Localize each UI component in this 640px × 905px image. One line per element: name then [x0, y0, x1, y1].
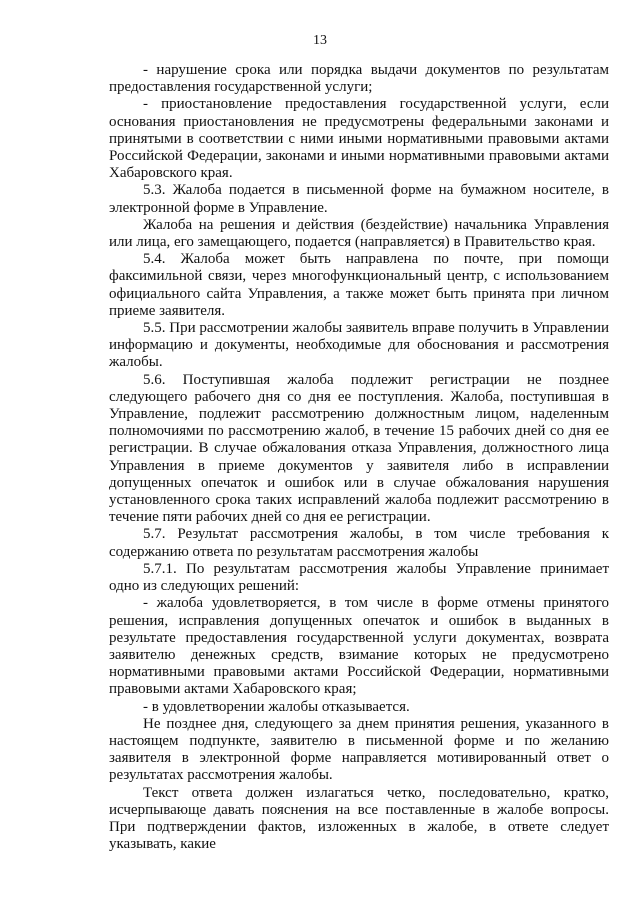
paragraph: Не позднее дня, следующего за днем принятия решения, указанного в настоящем подпункте, заявителю в письменной форме и по желанию заявителя в электронной форме направляется мотивированный ответ о результатах рассмотрения жалобы.	[109, 715, 609, 784]
paragraph: 5.7. Результат рассмотрения жалобы, в том числе требования к содержанию ответа по результатам рассмотрения жалобы	[109, 526, 609, 560]
paragraph: 5.7.1. По результатам рассмотрения жалобы Управление принимает одно из следующих решений:	[109, 560, 609, 595]
page-number: 13	[313, 33, 327, 48]
paragraph: 5.4. Жалоба может быть направлена по почте, при помощи факсимильной связи, через многофункциональный центр, с использованием официального сайта Управления, а также может быть принята при личном приеме заявителя.	[109, 251, 609, 319]
paragraph: 5.6. Поступившая жалоба подлежит регистрации не позднее следующего рабочего дня со дня ее поступления. Жалоба, поступившая в Управление, подлежит рассмотрению должностным лицом, наделенным полномочиями по рассмотрению жалоб, в течение 15 рабочих дней со дня ее регистрации. В случае обжалования отказа Управления, должностного лица Управления в приеме документов у заявителя либо в исправлении допущенных опечаток и ошибок или в случае обжалования нарушения установленного срока таких исправлений жалоба подлежит рассмотрению в течение пяти рабочих дней со дня ее регистрации.	[109, 371, 609, 526]
paragraph: - приостановление предоставления государственной услуги, если основания приостановления не предусмотрены федеральными законами и принятыми в соответствии с ними иными нормативными правовыми актами Российской Федерации, законами и иными нормативными правовыми актами Хабаровского края.	[109, 96, 609, 182]
document-body	[109, 62, 609, 853]
paragraph: - в удовлетворении жалобы отказывается.	[143, 698, 410, 715]
paragraph: 5.5. При рассмотрении жалобы заявитель вправе получить в Управлении информацию и документы, необходимые для обоснования и рассмотрения жалобы.	[109, 320, 609, 371]
paragraph: Жалоба на решения и действия (бездействие) начальника Управления или лица, его замещающего, подается (направляется) в Правительство края.	[109, 216, 609, 251]
paragraph: 5.3. Жалоба подается в письменной форме на бумажном носителе, в электронной форме в Управление.	[109, 182, 609, 216]
paragraph: - нарушение срока или порядка выдачи документов по результатам предоставления государственной услуги;	[109, 62, 609, 96]
paragraph: Текст ответа должен излагаться четко, последовательно, кратко, исчерпывающе давать пояснения на все поставленные в жалобе вопросы. При подтверждении фактов, изложенных в жалобе, в ответе следует указывать, какие	[109, 784, 609, 853]
paragraph: - жалоба удовлетворяется, в том числе в форме отмены принятого решения, исправления допущенных опечаток и ошибок в выданных в результате предоставления государственной услуги документах, возврата заявителю денежных средств, взимание которых не предусмотрено нормативными правовыми актами Российской Федерации, нормативными правовыми актами Хабаровского края;	[109, 595, 609, 698]
